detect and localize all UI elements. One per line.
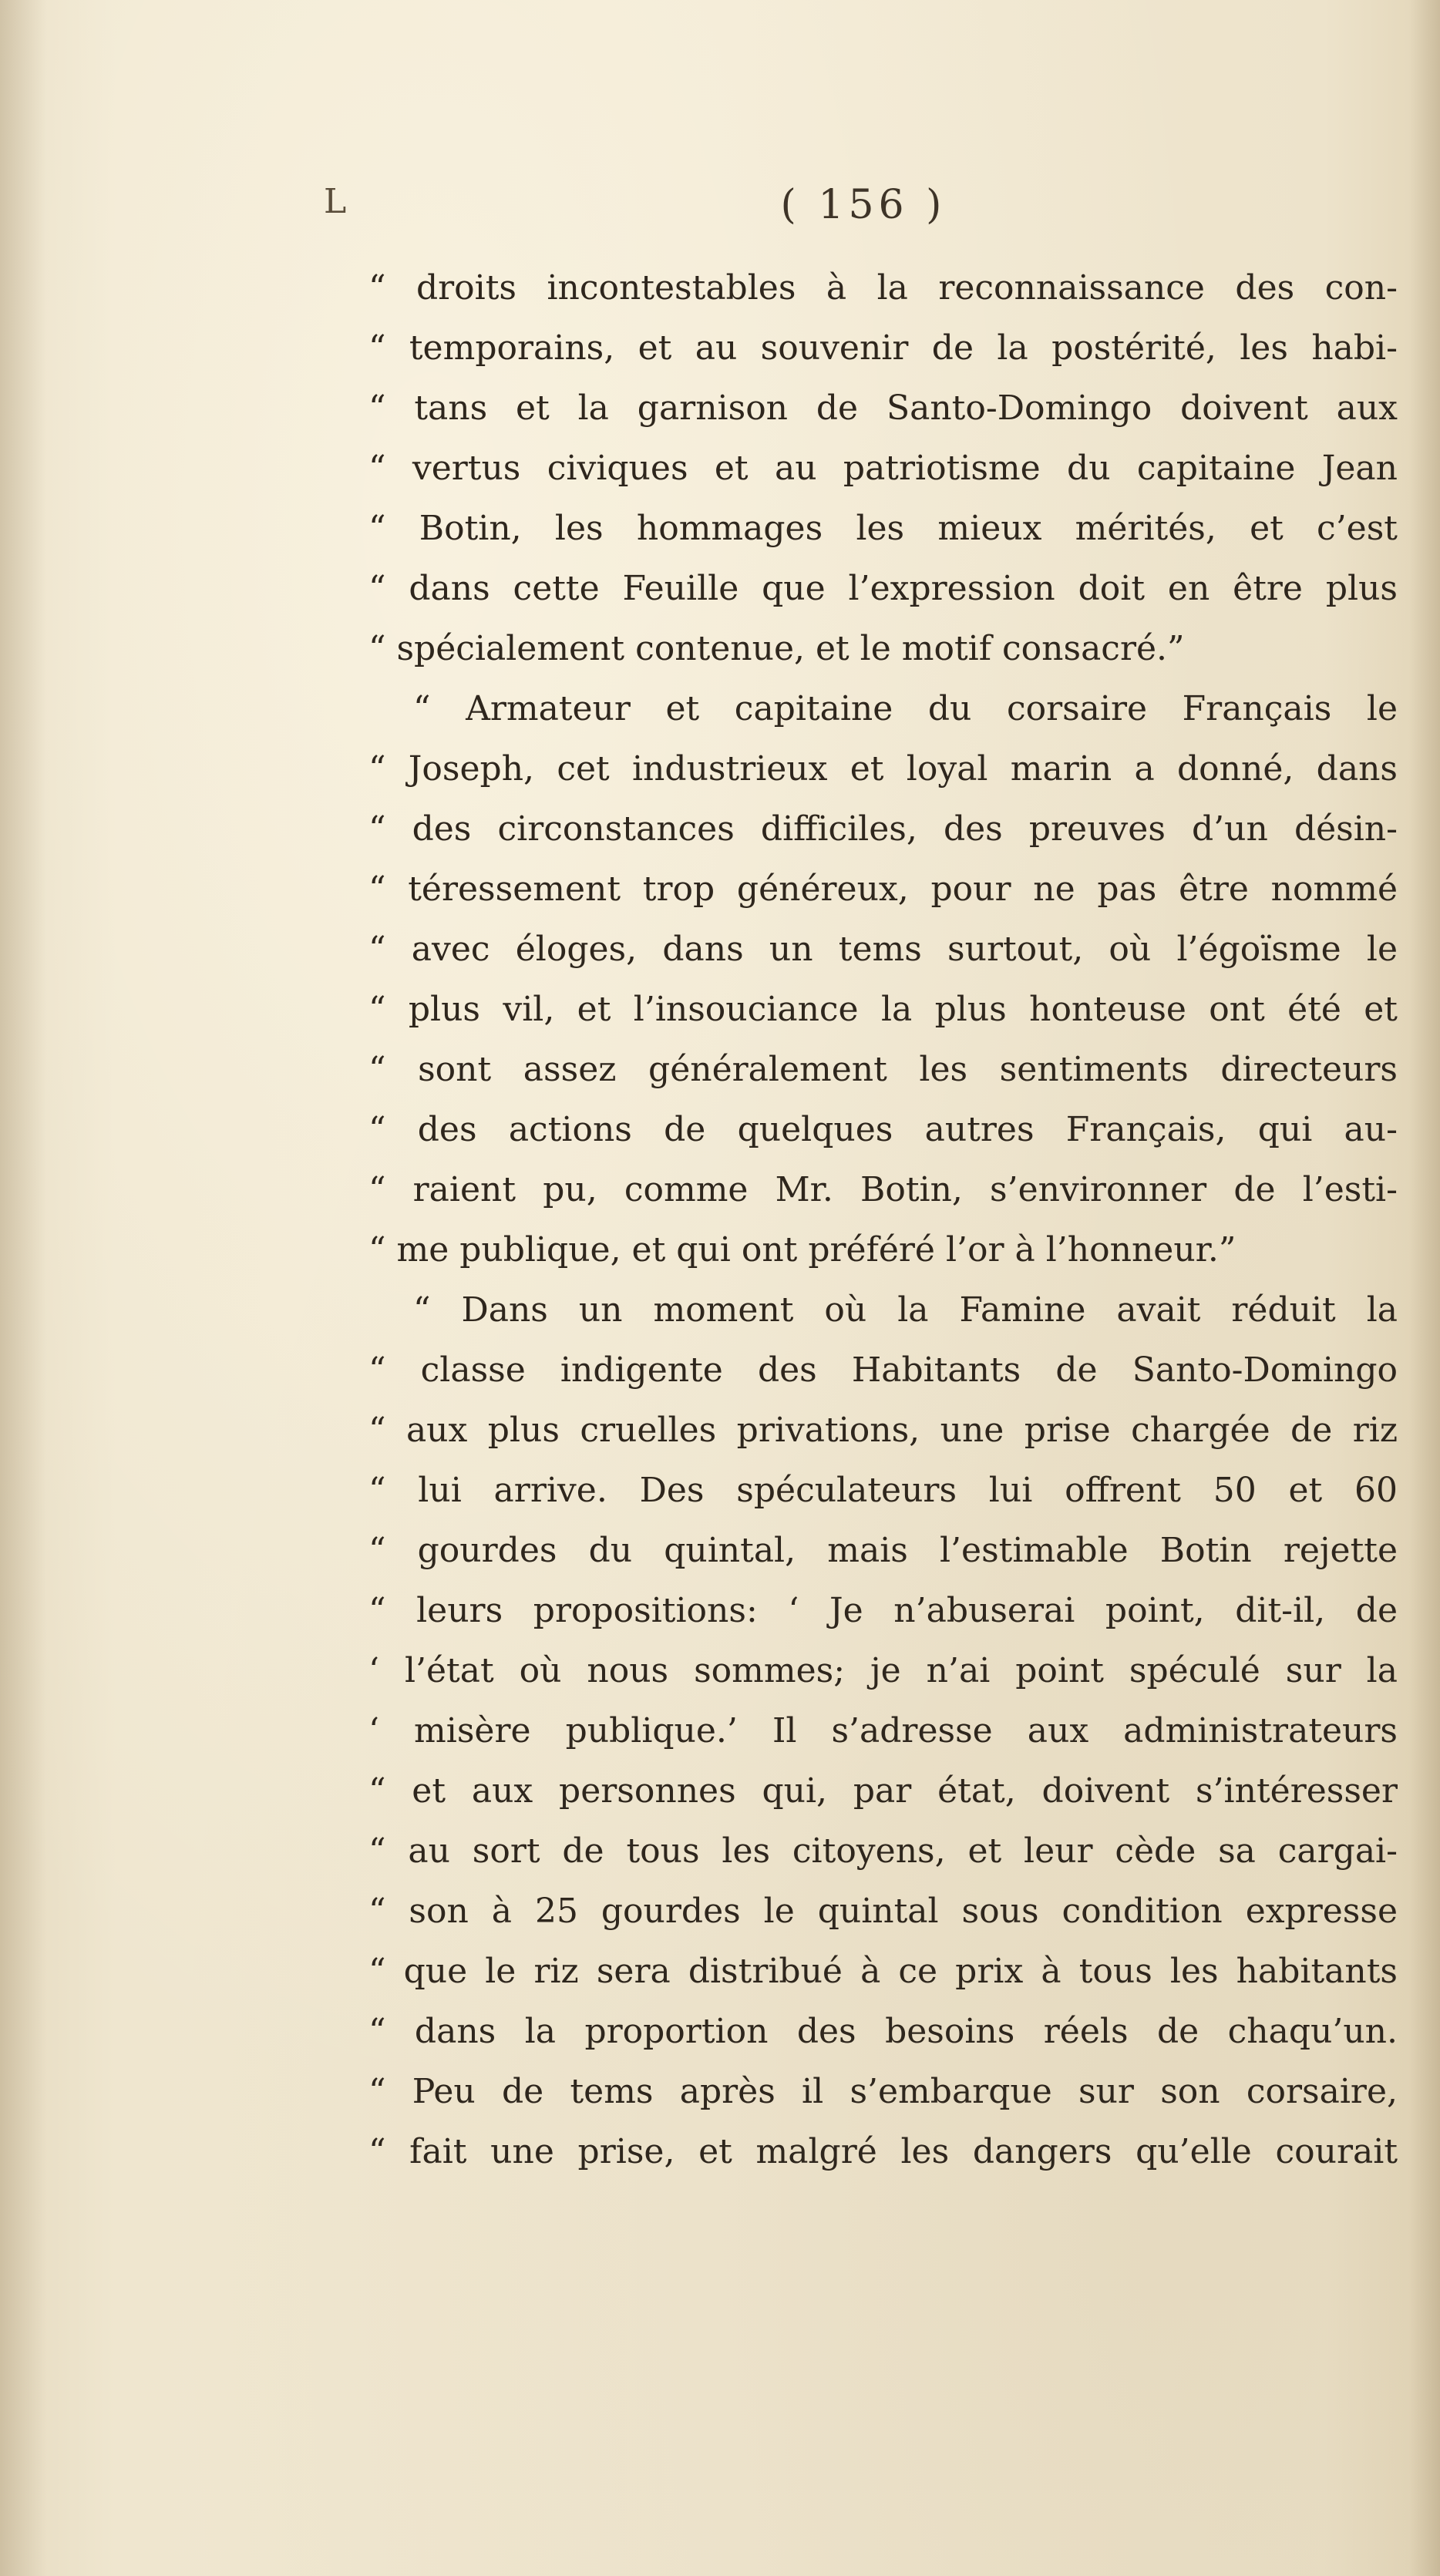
text-line: “ téressement trop généreux, pour ne pas être nommé [368,869,1398,909]
text-line: “ avec éloges, dans un tems surtout, où l’égoïsme le [368,930,1398,969]
text-line: ‘ l’état où nous sommes; je n’ai point spéculé sur la [368,1651,1398,1690]
text-line: “ dans cette Feuille que l’expression doit en être plus [368,569,1398,608]
text-line: “ lui arrive. Des spéculateurs lui offrent 50 et 60 [368,1471,1398,1510]
text-line: “ spécialement contenue, et le motif consacré.” [368,629,1185,668]
text-line: “ et aux personnes qui, par état, doivent s’intéresser [368,1771,1398,1811]
text-line: ‘ misère publique.’ Il s’adresse aux administrateurs [368,1711,1398,1750]
text-line: “ plus vil, et l’insouciance la plus honteuse ont été et [368,990,1398,1029]
text-line: “ me publique, et qui ont préféré l’or à l’honneur.” [368,1230,1236,1270]
paragraph-start-line: “ Dans un moment où la Famine avait réduit la [413,1290,1398,1330]
text-line: “ que le riz sera distribué à ce prix à tous les habitants [368,1952,1398,1991]
body-text [368,258,1398,2182]
text-line: “ classe indigente des Habitants de Santo-Domingo [368,1350,1398,1390]
text-line: “ des actions de quelques autres Français, qui au- [368,1110,1398,1149]
text-line: “ aux plus cruelles privations, une prise chargée de riz [368,1411,1398,1450]
text-line: “ dans la proportion des besoins réels de chaqu’un. [368,2012,1398,2051]
text-line: “ au sort de tous les citoyens, et leur cède sa cargai- [368,1831,1398,1871]
paragraph-start-line: “ Armateur et capitaine du corsaire Français le [413,689,1398,728]
text-line: “ son à 25 gourdes le quintal sous condition expresse [368,1892,1398,1931]
text-line: “ Joseph, cet industrieux et loyal marin a donné, dans [368,749,1398,789]
text-line: “ droits incontestables à la reconnaissance des con- [368,268,1398,308]
text-line: “ des circonstances difficiles, des preuves d’un désin- [368,809,1398,849]
text-line: “ Peu de tems après il s’embarque sur son corsaire, [368,2072,1398,2111]
page-edge [1409,0,1440,2576]
text-line: “ raient pu, comme Mr. Botin, s’environner de l’esti- [368,1170,1398,1209]
text-line: “ Botin, les hommages les mieux mérités, et c’est [368,509,1398,548]
text-line: “ tans et la garnison de Santo-Domingo doivent aux [368,388,1398,428]
binding-shadow [0,0,46,2576]
text-line: “ leurs propositions: ‘ Je n’abuserai point, dit-il, de [368,1591,1398,1630]
corner-mark: L [324,182,347,221]
text-line: “ gourdes du quintal, mais l’estimable Botin rejette [368,1531,1398,1570]
text-line: “ temporains, et au souvenir de la postérité, les habi- [368,328,1398,368]
text-line: “ sont assez généralement les sentiments directeurs [368,1050,1398,1089]
text-line: “ fait une prise, et malgré les dangers qu’elle courait [368,2132,1398,2171]
text-line: “ vertus civiques et au patriotisme du capitaine Jean [368,449,1398,488]
page-number: ( 156 ) [780,182,947,228]
